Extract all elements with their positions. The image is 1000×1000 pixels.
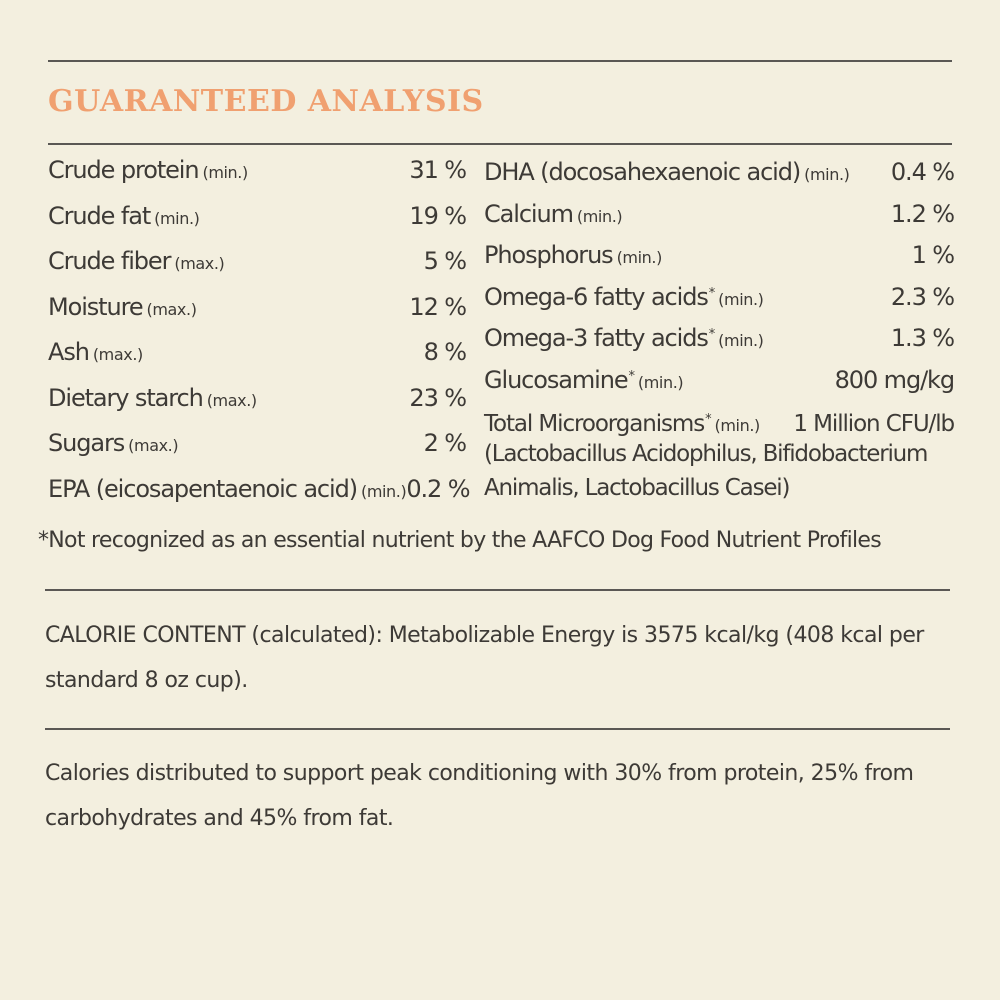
nutrient-row-omega-6 — [484, 283, 954, 325]
nutrient-qualifier: (min.) — [637, 372, 684, 392]
nutrient-qualifier: (min.) — [576, 206, 623, 226]
nutrient-row-ash — [48, 338, 466, 384]
nutrient-label: Omega-6 fatty acids — [484, 282, 708, 311]
section-divider — [45, 728, 950, 730]
nutrient-row-moisture — [48, 293, 466, 339]
nutrient-value: 0.4 % — [890, 158, 954, 186]
asterisk-marker: * — [708, 327, 715, 342]
nutrient-label: Crude fiber — [48, 247, 171, 275]
microorganisms-block — [484, 403, 954, 505]
nutrient-row-sugars — [48, 429, 466, 475]
nutrient-qualifier: (min.) — [616, 248, 662, 267]
nutrient-qualifier: (min.) — [718, 331, 764, 350]
nutrient-row-crude-fiber — [48, 247, 466, 293]
nutrient-row-microorganisms — [484, 403, 954, 437]
nutrient-value: 1.3 % — [890, 324, 954, 352]
nutrient-label: Phosphorus — [484, 241, 613, 269]
nutrient-qualifier: (min.) — [714, 416, 760, 435]
nutrient-label: Crude fat — [48, 201, 151, 230]
nutrient-qualifier: (min.) — [718, 289, 764, 309]
nutrient-row-omega-3 — [484, 324, 954, 366]
nutrient-row-dietary-starch — [48, 384, 466, 430]
nutrient-label: Moisture — [48, 292, 143, 321]
nutrient-label: Total Microorganisms — [484, 411, 705, 437]
nutrient-qualifier: (max.) — [206, 390, 257, 410]
title-divider — [48, 143, 952, 145]
nutrient-row-calcium — [484, 200, 954, 242]
nutrient-qualifier: (min.) — [202, 163, 248, 182]
nutrient-value: 8 % — [423, 338, 466, 366]
nutrient-value: 800 mg/kg — [834, 365, 954, 394]
nutrient-qualifier: (min.) — [360, 481, 407, 501]
nutrient-row-glucosamine — [484, 366, 954, 408]
nutrient-value: 1.2 % — [890, 199, 954, 228]
nutrient-row-phosphorus — [484, 241, 954, 283]
nutrient-label: Dietary starch — [48, 383, 203, 412]
nutrient-row-crude-protein — [48, 156, 466, 202]
nutrient-qualifier: (max.) — [174, 254, 225, 273]
section-divider — [45, 589, 950, 591]
asterisk-marker: * — [628, 368, 634, 384]
microorganisms-note-line-1: (Lactobacillus Acidophilus, Bifidobacterium — [484, 441, 928, 467]
footnote: *Not recognized as an essential nutrient by the AAFCO Dog Food Nutrient Profiles — [38, 528, 882, 553]
nutrient-value: 19 % — [409, 201, 466, 230]
nutrient-value: 31 % — [409, 156, 466, 184]
nutrient-row-crude-fat — [48, 202, 466, 248]
asterisk-marker: * — [708, 285, 715, 301]
nutrient-value: 0.2 % — [406, 474, 470, 503]
analysis-right-column — [484, 158, 954, 505]
nutrient-qualifier: (min.) — [154, 208, 200, 228]
asterisk-marker: * — [705, 412, 711, 427]
nutrient-qualifier: (max.) — [146, 299, 197, 319]
calorie-content-text: CALORIE CONTENT (calculated): Metabolizable Energy is 3575 kcal/kg (408 kcal per standard 8 oz cup). — [45, 623, 924, 693]
nutrient-label: EPA (eicosapentaenoic acid) — [48, 474, 357, 503]
nutrient-label: Omega-3 fatty acids — [484, 324, 708, 352]
nutrient-label: Crude protein — [48, 156, 199, 184]
microorganisms-note-line-2: Animalis, Lactobacillus Casei) — [484, 475, 790, 501]
nutrient-value: 1 Million CFU/lb — [793, 411, 954, 437]
nutrient-label: DHA (docosahexaenoic acid) — [484, 158, 801, 186]
nutrient-qualifier: (min.) — [804, 165, 850, 184]
nutrient-value: 12 % — [409, 292, 466, 321]
nutrient-row-epa — [48, 474, 470, 521]
nutrient-label: Sugars — [48, 429, 125, 457]
nutrient-qualifier: (max.) — [128, 436, 179, 455]
nutrient-value: 5 % — [423, 247, 466, 275]
nutrient-qualifier: (max.) — [92, 345, 143, 364]
nutrient-label: Calcium — [484, 199, 573, 228]
nutrient-value: 1 % — [911, 241, 954, 269]
nutrient-value: 2.3 % — [890, 282, 954, 311]
section-title: GUARANTEED ANALYSIS — [48, 84, 484, 119]
nutrient-label: Glucosamine — [484, 365, 628, 394]
top-divider — [48, 60, 952, 62]
analysis-left-column — [48, 156, 470, 520]
nutrient-value: 23 % — [409, 383, 466, 412]
nutrient-row-dha — [484, 158, 954, 200]
nutrient-label: Ash — [48, 338, 89, 366]
calorie-distribution-text: Calories distributed to support peak conditioning with 30% from protein, 25% from carbohydrates and 45% from fat. — [45, 761, 914, 831]
nutrient-value: 2 % — [423, 429, 466, 457]
